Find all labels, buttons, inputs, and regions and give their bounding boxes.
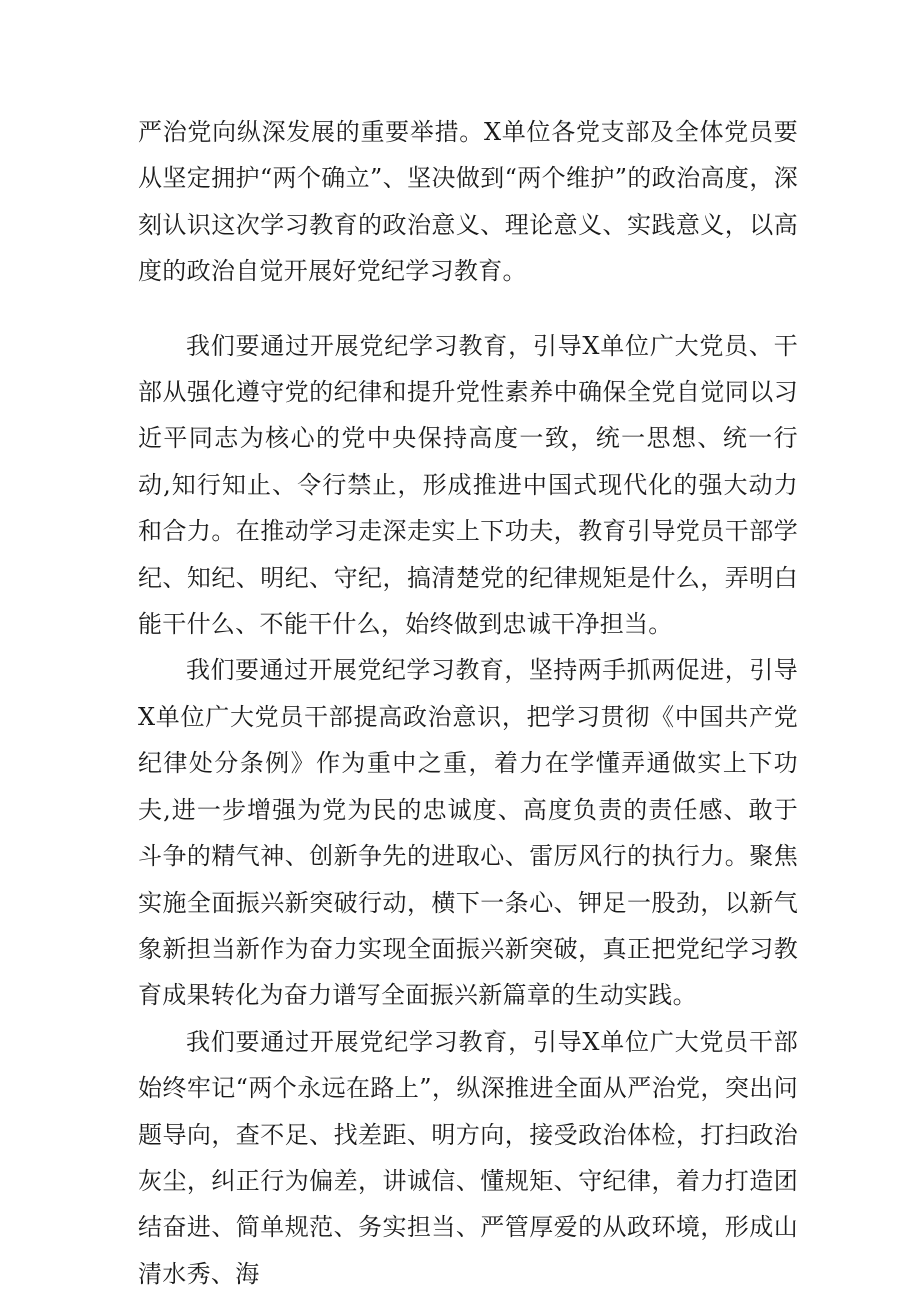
- document-body: [138, 109, 798, 1297]
- paragraph-2: 我们要通过开展党纪学习教育，引导X单位广大党员、干部从强化遵守党的纪律和提升党性素养中确保全党自觉同以习近平同志为核心的党中央保持高度一致，统一思想、统一行动,知行知止、令行禁止，形成推进中国式现代化的强大动力和合力。在推动学习走深走实上下功夫，教育引导党员干部学纪、知纪、明纪、守纪，搞清楚党的纪律规矩是什么，弄明白能干什么、不能干什么，始终做到忠诚干净担当。: [138, 331, 798, 639]
- paragraph-1: 严治党向纵深发展的重要举措。X单位各党支部及全体党员要从坚定拥护“两个确立”、坚决做到“两个维护”的政治高度，深刻认识这次学习教育的政治意义、理论意义、实践意义，以高度的政治自觉开展好党纪学习教育。: [138, 118, 798, 286]
- paragraph-3: 我们要通过开展党纪学习教育，坚持两手抓两促进，引导X单位广大党员干部提高政治意识，把学习贯彻《中国共产党纪律处分条例》作为重中之重，着力在学懂弄通做实上下功夫,进一步增强为党为民的忠诚度、高度负责的责任感、敢于斗争的精气神、创新争先的进取心、雷厉风行的执行力。聚焦实施全面振兴新突破行动，横下一条心、钾足一股劲，以新气象新担当新作为奋力实现全面振兴新突破，真正把党纪学习教育成果转化为奋力谱写全面振兴新篇章的生动实践。: [138, 656, 798, 1010]
- paragraph-4: 我们要通过开展党纪学习教育，引导X单位广大党员干部始终牢记“两个永远在路上”，纵深推进全面从严治党，突出问题导向，查不足、找差距、明方向，接受政治体检，打扫政治灰尘，纠正行为偏差，讲诚信、懂规矩、守纪律，着力打造团结奋进、简单规范、务实担当、严管厚爱的从政环境，形成山清水秀、海: [138, 1027, 798, 1288]
